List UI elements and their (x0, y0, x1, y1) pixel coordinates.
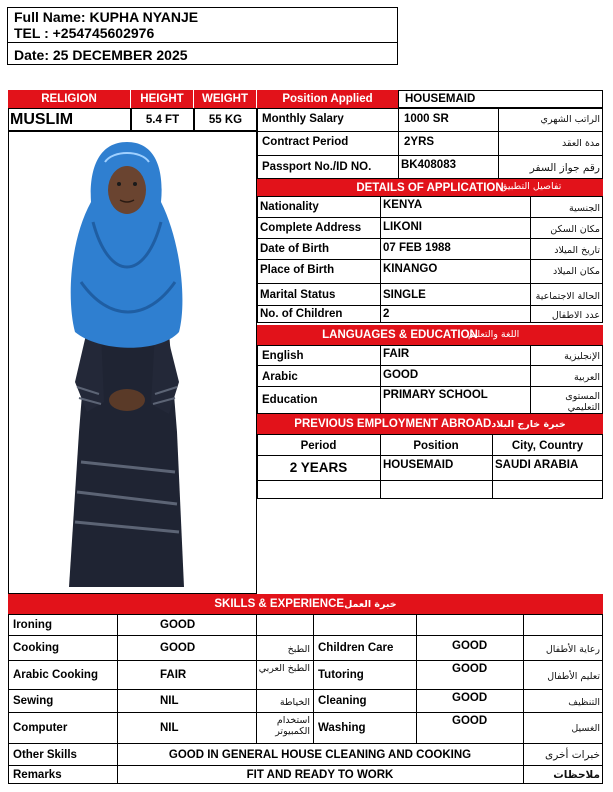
details-title-ar: تفاصيل التطبيق (500, 181, 562, 192)
employment-col-position: Position (413, 440, 459, 452)
children-count-ar: عدد الاطفال (551, 310, 600, 321)
languages-header (257, 325, 603, 345)
height-header: HEIGHT (131, 90, 193, 108)
marital-ar: الحالة الاجتماعية (535, 291, 600, 302)
english-label: English (262, 350, 304, 362)
applicant-photo (9, 132, 256, 593)
washing-label: Washing (318, 722, 366, 734)
nationality-ar: الجنسية (569, 203, 600, 214)
computer-ar: استخدام الكمبيوتر (275, 715, 310, 738)
employment-position-value: HOUSEMAID (383, 459, 454, 471)
details-row-divider (257, 238, 603, 239)
employment-title: PREVIOUS EMPLOYMENT ABROAD (294, 418, 492, 430)
tutoring-ar: تعليم الأطفال (547, 671, 600, 682)
languages-col-divider (380, 345, 381, 414)
pob-ar: مكان الميلاد (552, 266, 600, 277)
arabic-cooking-label: Arabic Cooking (13, 669, 98, 681)
cleaning-value: GOOD (452, 692, 488, 704)
height-value: 5.4 FT (131, 108, 194, 131)
other-skills-ar: خبرات أخرى (544, 749, 600, 761)
skills-row-divider (8, 743, 603, 744)
arabic-ar: العربية (574, 372, 600, 383)
dob-ar: تاريخ الميلاد (554, 245, 600, 256)
other-skills-value: GOOD IN GENERAL HOUSE CLEANING AND COOKING (168, 749, 472, 761)
address-label: Complete Address (260, 222, 362, 234)
religion-header: RELIGION (8, 90, 130, 108)
arabic-cooking-value: FAIR (160, 669, 187, 681)
skills-col-divider (313, 614, 314, 743)
date: Date: 25 DECEMBER 2025 (14, 47, 188, 63)
cooking-value: GOOD (160, 642, 196, 654)
details-row-divider (257, 283, 603, 284)
employment-title-ar: خبرة خارج البلاد (491, 418, 566, 430)
skills-row-divider (8, 660, 603, 661)
nationality-value: KENYA (383, 199, 423, 211)
english-ar: الإنجليزية (564, 351, 600, 362)
sewing-label: Sewing (13, 695, 54, 707)
remarks-value: FIT AND READY TO WORK (246, 769, 394, 781)
languages-row-divider (257, 386, 603, 387)
skills-title-ar: خبرة العمل (344, 598, 397, 610)
ironing-label: Ironing (13, 619, 52, 631)
details-row-divider (257, 217, 603, 218)
weight-header: WEIGHT (194, 90, 256, 108)
weight-value: 55 KG (194, 108, 257, 131)
details-title: DETAILS OF APPLICATION (356, 181, 504, 194)
children-count-value: 2 (383, 308, 390, 320)
full-name: Full Name: KUPHA NYANJE (14, 9, 199, 25)
skills-col-divider (117, 614, 118, 743)
employment-period-value: 2 YEARS (289, 460, 348, 475)
details-row-divider (257, 259, 603, 260)
telephone: TEL : +254745602976 (14, 25, 155, 41)
languages-row-divider (257, 365, 603, 366)
contract-col-divider (398, 108, 399, 179)
passport-label: Passport No./ID NO. (262, 161, 372, 173)
english-value: FAIR (383, 348, 410, 360)
languages-title-ar: اللغة والتعليم (468, 329, 520, 340)
details-row-divider (257, 305, 603, 306)
employment-col-city: City, Country (511, 440, 584, 452)
remarks-label: Remarks (13, 769, 62, 781)
children-care-ar: رعاية الأطفال (545, 644, 600, 655)
contract-period-value: 2YRS (404, 136, 435, 148)
employment-row-divider (257, 480, 603, 481)
other-skills-label: Other Skills (13, 749, 77, 761)
children-count-label: No. of Children (260, 308, 343, 320)
languages-title: LANGUAGES & EDUCATION (322, 329, 478, 341)
employment-header (257, 414, 603, 434)
skills-col-divider (416, 614, 417, 743)
salary-ar: الراتب الشهري (540, 114, 600, 125)
washing-ar: الغسيل (571, 723, 600, 734)
pob-value: KINANGO (383, 263, 438, 275)
sewing-ar: الخياطة (279, 697, 310, 708)
skills-col-divider (523, 743, 524, 784)
position-applied-header: Position Applied (257, 90, 398, 108)
cooking-ar: الطبخ (287, 644, 310, 655)
skills-header (8, 594, 603, 614)
skills-row-divider (8, 712, 603, 713)
ironing-value: GOOD (160, 619, 196, 631)
employment-col-period: Period (300, 440, 337, 452)
washing-value: GOOD (452, 715, 488, 727)
salary-value: 1000 SR (404, 113, 449, 125)
education-ar: المستوى التعليمي (565, 391, 600, 413)
employment-row-divider (257, 455, 603, 456)
address-ar: مكان السكن (550, 224, 600, 235)
sewing-value: NIL (160, 695, 179, 707)
dob-value: 07 FEB 1988 (383, 242, 451, 254)
contract-period-label: Contract Period (262, 136, 349, 148)
tutoring-value: GOOD (452, 663, 488, 675)
dob-label: Date of Birth (260, 243, 329, 255)
skills-row-divider (8, 689, 603, 690)
religion-value: MUSLIM (10, 111, 74, 128)
education-label: Education (262, 394, 318, 406)
cleaning-ar: التنظيف (568, 697, 600, 708)
skills-col-divider (523, 614, 524, 743)
arabic-cooking-ar: الطبخ العربي (258, 663, 310, 674)
children-care-value: GOOD (452, 640, 488, 652)
contract-period-ar: مدة العقد (562, 138, 600, 149)
nationality-label: Nationality (260, 201, 319, 213)
remarks-ar: ملاحظات (553, 769, 600, 781)
cooking-label: Cooking (13, 642, 59, 654)
skills-col-divider (256, 614, 257, 743)
skills-row-divider (8, 765, 603, 766)
salary-label: Monthly Salary (262, 113, 344, 125)
passport-value: BK408083 (401, 159, 456, 171)
cleaning-label: Cleaning (318, 695, 367, 707)
contract-divider (257, 155, 603, 156)
contract-divider (257, 131, 603, 132)
arabic-value: GOOD (383, 369, 419, 381)
skills-row-divider (8, 635, 603, 636)
skills-title: SKILLS & EXPERIENCE (214, 598, 345, 610)
employment-city-value: SAUDI ARABIA (495, 459, 579, 471)
position-applied-value: HOUSEMAID (398, 90, 603, 108)
marital-label: Marital Status (260, 289, 336, 301)
header-divider (7, 42, 398, 43)
passport-ar: رقم جواز السفر (529, 162, 600, 174)
contract-col-divider (498, 108, 499, 179)
photo-frame (8, 131, 257, 594)
education-value: PRIMARY SCHOOL (383, 389, 488, 401)
tutoring-label: Tutoring (318, 669, 364, 681)
address-value: LIKONI (383, 221, 422, 233)
arabic-label: Arabic (262, 371, 298, 383)
computer-value: NIL (160, 722, 179, 734)
computer-label: Computer (13, 722, 68, 734)
languages-col-divider (530, 345, 531, 414)
pob-label: Place of Birth (260, 264, 335, 276)
children-care-label: Children Care (318, 642, 394, 654)
marital-value: SINGLE (383, 289, 426, 301)
